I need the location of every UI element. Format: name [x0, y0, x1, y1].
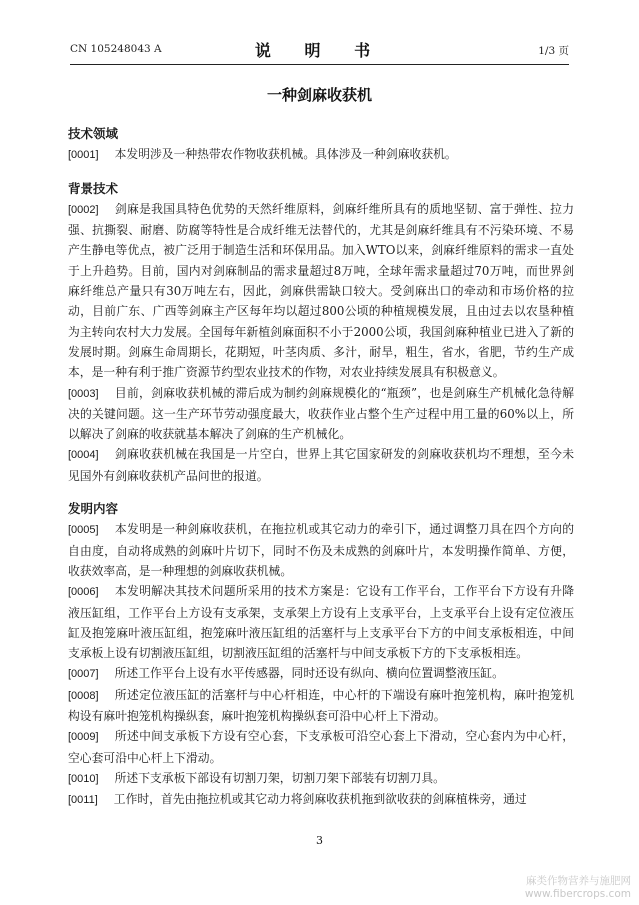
paragraph-text: 工作时，首先由拖拉机或其它动力将剑麻收获机拖到欲收获的剑麻植株旁，通过	[113, 792, 527, 807]
paragraph-number: [0009]	[68, 731, 99, 744]
document-body	[68, 124, 574, 811]
section-heading: 发明内容	[68, 501, 119, 517]
paragraph	[68, 685, 574, 727]
paragraph-text: 本发明是一种剑麻收获机，在拖拉机或其它动力的牵引下，通过调整刀具在四个方向的自由度，自动将成熟的剑麻叶片切下，同时不伤及未成熟的剑麻叶片，本发明操作简单、方便，收获效率高，是一种理想的剑麻收获机械。	[68, 522, 574, 578]
paragraph-number: [0004]	[68, 449, 99, 462]
page-count: 1/3 页	[538, 45, 569, 57]
paragraph	[68, 581, 574, 663]
paragraph-text: 本发明涉及一种热带农作物收获机械。具体涉及一种剑麻收获机。	[114, 147, 457, 162]
paragraph-text: 目前，剑麻收获机械的滞后成为制约剑麻规模化的“瓶颈”，也是剑麻生产机械化急待解决的关键问题。这一生产环节劳动强度最大，收获作业占整个生产过程中用工量的60%以上，所以解决了剑麻的收获就基本解决了剑麻的生产机械化。	[68, 385, 574, 442]
paragraph-number: [0008]	[68, 689, 99, 702]
paragraph	[68, 789, 574, 810]
section-heading: 背景技术	[68, 180, 119, 196]
paragraph	[68, 444, 574, 486]
watermark-url: www.fibercrops.com	[524, 888, 631, 900]
page-number: 3	[316, 834, 323, 847]
paragraph-number: [0003]	[68, 387, 99, 400]
paragraph	[68, 726, 574, 768]
paragraph-text: 所述工作平台上设有水平传感器，同时还设有纵向、横向位置调整液压缸。	[114, 666, 504, 681]
paragraph	[68, 519, 574, 581]
paragraph-text: 所述中间支承板下方设有空心套，下支承板可沿空心套上下滑动，空心套内为中心杆，空心套可沿中心杆上下滑动。	[68, 729, 574, 765]
paragraph-text: 所述定位液压缸的活塞杆与中心杆相连，中心杆的下端设有麻叶抱笼机构，麻叶抱笼机构设有麻叶抱笼机构操纵套，麻叶抱笼机构操纵套可沿中心杆上下滑动。	[68, 687, 574, 724]
paragraph-number: [0010]	[68, 772, 99, 785]
page-header	[70, 38, 569, 60]
paragraph	[68, 663, 574, 684]
section-heading: 技术领域	[68, 126, 119, 141]
paragraph-number: [0011]	[68, 794, 98, 807]
paragraph-text: 剑麻是我国具特色优势的天然纤维原料，剑麻纤维所具有的质地坚韧、富于弹性、拉力强、抗撕裂、耐磨、防腐等特性是合成纤维无法替代的，尤其是剑麻纤维具有不污染环境、不易产生静电等优点，被广泛用于制造生活和环保用品。加入WTO以来，剑麻纤维原料的需求一直处于上升趋势。目前，国内对剑麻制品的需求量超过8万吨，全球年需求量超过70万吨，而世界剑麻纤维总产量只有30万吨左右，因此，剑麻供需缺口较大。受剑麻出口的牵动和市场价格的拉动，目前广东、广西等剑麻主产区每年均以超过800公顷的种植规模发展，且由过去以农垦种植为主转向农村大力发展。全国每年新植剑麻面积不小于2000公顷，我国剑麻种植业已进入了新的发展时期。剑麻生命周期长，花期短，叶茎肉质、多汁，耐旱，粗生，省水，省肥，节约生产成本，是一种有利于推广资源节约型农业技术的作物，对农业持续发展具有积极意义。	[68, 201, 574, 380]
paragraph-number: [0002]	[68, 203, 99, 216]
paragraph	[68, 144, 574, 165]
paragraph-text: 剑麻收获机械在我国是一片空白，世界上其它国家研发的剑麻收获机均不理想，至今未见国外有剑麻收获机产品问世的报道。	[68, 447, 574, 483]
paragraph-text: 本发明解决其技术问题所采用的技术方案是：它设有工作平台，工作平台下方设有升降液压缸组，工作平台上方设有支承架，支承架上方设有上支承平台，上支承平台上设有定位液压缸及抱笼麻叶液压缸组，抱笼麻叶液压缸组的活塞杆与上支承平台下方的中间支承板相连，中间支承板上设有切割液压缸组，切割液压缸组的活塞杆与中间支承板下方的下支承板相连。	[68, 584, 574, 661]
watermark-site-name: 麻类作物营养与施肥网	[526, 875, 631, 887]
patent-number: CN 105248043 A	[70, 43, 162, 55]
paragraph-number: [0001]	[68, 149, 99, 162]
paragraph-number: [0005]	[68, 524, 99, 537]
document-type: 说 明 书	[254, 41, 385, 60]
document-title: 一种剑麻收获机	[266, 86, 372, 104]
paragraph	[68, 768, 574, 789]
paragraph-number: [0006]	[68, 586, 99, 599]
paragraph-text: 所述下支承板下部设有切割刀架，切割刀架下部装有切割刀具。	[114, 770, 445, 785]
header-rule	[70, 64, 569, 65]
paragraph	[68, 383, 574, 445]
paragraph-number: [0007]	[68, 668, 99, 681]
paragraph	[68, 199, 574, 383]
watermark	[525, 875, 631, 901]
